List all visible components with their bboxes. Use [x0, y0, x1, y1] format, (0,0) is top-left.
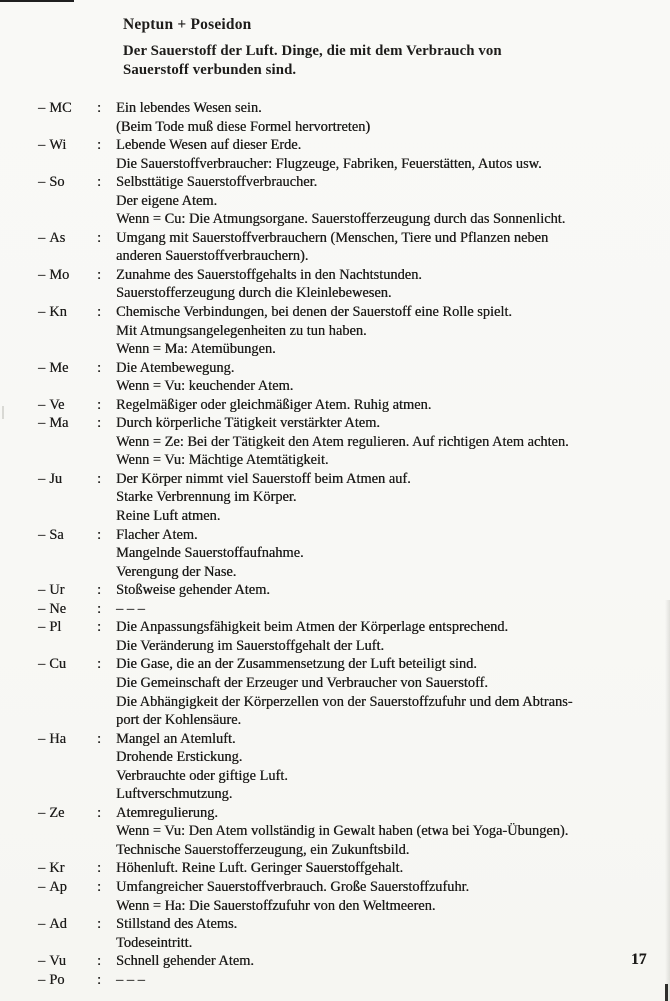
entry-colon: : [97, 804, 101, 821]
entry-abbreviation [38, 971, 64, 990]
entry-abbreviation [38, 804, 64, 823]
entry-line [0, 711, 670, 730]
entry-dash: – [38, 804, 46, 821]
entry-abbr-label: Vu [49, 953, 66, 970]
entry-text: Atemregulierung. [116, 804, 218, 821]
entry-dash: – [38, 304, 46, 321]
entry-colon: : [97, 304, 101, 321]
entry-abbr-label: Ma [49, 415, 69, 432]
entry-abbr-label: Ju [49, 470, 62, 487]
entry-dash: – [38, 415, 46, 432]
entry-list [0, 99, 670, 989]
entry-abbr-label: So [49, 174, 65, 191]
entry-colon: : [97, 656, 101, 673]
entry-line [0, 767, 670, 786]
entry-abbreviation [38, 526, 64, 545]
entry-line [0, 526, 670, 545]
subtitle-line-1: Der Sauerstoff der Luft. Dinge, die mit dem Verbrauch von [123, 43, 502, 59]
entry-dash: – [38, 470, 46, 487]
entry-abbr-label: As [49, 229, 66, 246]
entry-abbr-label: Ha [49, 730, 66, 747]
entry-abbreviation [38, 266, 69, 285]
entry-line [0, 655, 670, 674]
entry-colon: : [97, 174, 101, 191]
entry-text: Die Gemeinschaft der Erzeuger und Verbraucher von Sauerstoff. [116, 674, 488, 691]
entry-dash: – [38, 971, 46, 988]
entry-abbr-label: Ze [49, 804, 65, 821]
entry-abbreviation [38, 136, 66, 155]
entry-text: Die Abhängigkeit der Körperzellen von der Sauerstoffzufuhr und dem Abtrans- [116, 693, 573, 710]
entry-text: Wenn = Vu: Mächtige Atemtätigkeit. [116, 452, 329, 469]
entry-dash: – [38, 582, 46, 599]
entry-text: Verbrauchte oder giftige Luft. [116, 767, 288, 784]
entry-line [0, 155, 670, 174]
entry-dash: – [38, 174, 46, 191]
entry-abbreviation [38, 600, 66, 619]
entry-colon: : [97, 953, 101, 970]
entry-abbreviation [38, 303, 67, 322]
entry-text: Der Körper nimmt viel Sauerstoff beim Atmen auf. [116, 470, 411, 487]
entry-text: Der eigene Atem. [116, 192, 218, 209]
entry-line [0, 544, 670, 563]
entry-line [0, 303, 670, 322]
entry-text: Umfangreicher Sauerstoffverbrauch. Große Sauerstoffzufuhr. [116, 878, 470, 895]
entry-colon: : [97, 730, 101, 747]
entry-colon: : [97, 582, 101, 599]
entry-dash: – [38, 396, 46, 413]
entry-dash: – [38, 730, 46, 747]
page-title: Neptun + Poseidon [123, 16, 252, 33]
entry-dash: – [38, 266, 46, 283]
entry-text: port der Kohlensäure. [116, 712, 242, 729]
entry-text: Chemische Verbindungen, bei denen der Sauerstoff eine Rolle spielt. [116, 304, 512, 321]
entry-abbr-label: Ap [49, 878, 67, 895]
entry-abbr-label: Ur [49, 582, 65, 599]
entry-abbreviation [38, 730, 66, 749]
entry-line [0, 748, 670, 767]
entry-text: Die Gase, die an der Zusammensetzung der Luft beteiligt sind. [116, 656, 477, 673]
entry-line [0, 618, 670, 637]
entry-text: (Beim Tode muß diese Formel hervortreten) [116, 118, 371, 135]
entry-text: Technische Sauerstofferzeugung, ein Zukunftsbild. [116, 841, 410, 858]
entry-text: Die Veränderung im Sauerstoffgehalt der Luft. [116, 637, 385, 654]
entry-line [0, 841, 670, 860]
entry-dash: – [38, 526, 46, 543]
entry-line [0, 173, 670, 192]
entry-line [0, 934, 670, 953]
entry-colon: : [97, 878, 101, 895]
entry-text: Selbsttätige Sauerstoffverbraucher. [116, 174, 318, 191]
entry-dash: – [38, 100, 46, 116]
entry-colon: : [97, 396, 101, 413]
entry-dash: – [38, 600, 46, 617]
entry-text: Wenn = Ha: Die Sauerstoffzufuhr von den Weltmeeren. [116, 897, 436, 914]
entry-line [0, 822, 670, 841]
entry-abbreviation [38, 229, 65, 248]
entry-text: – – – [116, 971, 145, 988]
entry-dash: – [38, 860, 46, 877]
entry-dash: – [38, 656, 46, 673]
entry-abbreviation [38, 859, 64, 878]
entry-abbr-label: Ad [49, 916, 67, 933]
entry-text: Todeseintritt. [116, 934, 193, 951]
entry-text: Durch körperliche Tätigkeit verstärkter Atem. [116, 415, 380, 432]
entry-abbreviation [38, 414, 68, 433]
entry-text: Regelmäßiger oder gleichmäßiger Atem. Ruhig atmen. [116, 396, 432, 413]
entry-abbreviation [38, 396, 64, 415]
page-number: 17 [631, 951, 647, 968]
entry-line [0, 247, 670, 266]
entry-colon: : [97, 229, 101, 246]
entry-line [0, 210, 670, 229]
entry-colon: : [97, 100, 101, 116]
entry-dash: – [38, 878, 46, 895]
entry-text: Lebende Wesen auf dieser Erde. [116, 137, 302, 154]
entry-line [0, 433, 670, 452]
entry-colon: : [97, 619, 101, 636]
entry-text: Stoßweise gehender Atem. [116, 582, 270, 599]
entry-text: Die Anpassungsfähigkeit beim Atmen der Körperlage entsprechend. [116, 619, 509, 636]
entry-text: Sauerstofferzeugung durch die Kleinlebewesen. [116, 285, 392, 302]
entry-line [0, 897, 670, 916]
entry-text: Wenn = Vu: Den Atem vollständig in Gewalt haben (etwa bei Yoga-Übungen). [116, 823, 569, 840]
entry-text: Wenn = Cu: Die Atmungsorgane. Sauerstofferzeugung durch das Sonnenlicht. [116, 211, 566, 228]
entry-text: Mit Atmungsangelegenheiten zu tun haben. [116, 322, 367, 339]
entry-colon: : [97, 415, 101, 432]
subtitle-line-2: Sauerstoff verbunden sind. [123, 61, 297, 78]
entry-line [0, 507, 670, 526]
entry-colon: : [97, 600, 101, 617]
entry-text: Drohende Erstickung. [116, 749, 243, 766]
entry-line [0, 229, 670, 248]
entry-abbreviation [38, 655, 66, 674]
entry-abbr-label: Po [49, 971, 65, 988]
entry-colon: : [97, 916, 101, 933]
entry-line [0, 414, 670, 433]
entry-text: Reine Luft atmen. [116, 508, 221, 525]
entry-line [0, 804, 670, 823]
entry-text: Starke Verbrennung im Körper. [116, 489, 297, 506]
page-subtitle [123, 42, 502, 79]
entry-abbr-label: Mo [49, 266, 70, 283]
entry-line [0, 971, 670, 990]
entry-dash: – [38, 359, 46, 376]
entry-text: Stillstand des Atems. [116, 916, 238, 933]
entry-text: Mangelnde Sauerstoffaufnahme. [116, 545, 304, 562]
entry-abbr-label: Ne [49, 600, 66, 617]
entry-text: Verengung der Nase. [116, 563, 237, 580]
scan-artifact-top-line [0, 0, 74, 2]
entry-text: Die Atembewegung. [116, 359, 235, 376]
entry-dash: – [38, 137, 46, 154]
entry-abbr-label: Ve [49, 396, 65, 413]
entry-abbr-label: Wi [49, 137, 67, 154]
entry-abbr-label: Cu [49, 656, 66, 673]
entry-line [0, 600, 670, 619]
entry-text: Ein lebendes Wesen sein. [116, 100, 262, 116]
entry-line [0, 693, 670, 712]
entry-abbr-label: Me [49, 359, 69, 376]
entry-line [0, 192, 670, 211]
entry-abbreviation [38, 470, 62, 489]
entry-text: – – – [116, 600, 145, 617]
entry-line [0, 470, 670, 489]
entry-text: Wenn = Ma: Atemübungen. [116, 341, 276, 358]
entry-text: Umgang mit Sauerstoffverbrauchern (Menschen, Tiere und Pflanzen neben [116, 229, 549, 246]
entry-abbreviation [38, 99, 72, 118]
entry-abbr-label: MC [49, 100, 72, 116]
entry-dash: – [38, 953, 46, 970]
entry-abbreviation [38, 952, 66, 971]
entry-line [0, 359, 670, 378]
entry-abbr-label: Kr [49, 860, 65, 877]
entry-line [0, 859, 670, 878]
entry-text: Schnell gehender Atem. [116, 953, 254, 970]
entry-line [0, 322, 670, 341]
entry-text: Wenn = Ze: Bei der Tätigkeit den Atem regulieren. Auf richtigen Atem achten. [116, 433, 569, 450]
entry-text: Mangel an Atemluft. [116, 730, 236, 747]
entry-abbreviation [38, 173, 64, 192]
entry-line [0, 396, 670, 415]
entry-line [0, 915, 670, 934]
entry-abbr-label: Pl [49, 619, 62, 636]
entry-line [0, 488, 670, 507]
entry-line [0, 878, 670, 897]
entry-line [0, 377, 670, 396]
entry-line [0, 674, 670, 693]
entry-colon: : [97, 359, 101, 376]
entry-colon: : [97, 470, 101, 487]
entry-text: Die Sauerstoffverbraucher: Flugzeuge, Fabriken, Feuerstätten, Autos usw. [116, 155, 542, 172]
entry-abbr-label: Kn [49, 304, 67, 321]
entry-dash: – [38, 916, 46, 933]
entry-text: Zunahme des Sauerstoffgehalts in den Nachtstunden. [116, 266, 422, 283]
entry-abbr-label: Sa [49, 526, 64, 543]
entry-colon: : [97, 266, 101, 283]
entry-colon: : [97, 137, 101, 154]
entry-colon: : [97, 526, 101, 543]
entry-abbreviation [38, 618, 61, 637]
entry-colon: : [97, 860, 101, 877]
entry-abbreviation [38, 915, 67, 934]
entry-abbreviation [38, 878, 67, 897]
entry-line [0, 581, 670, 600]
entry-text: anderen Sauerstoffverbrauchern). [116, 248, 309, 265]
entry-dash: – [38, 229, 46, 246]
entry-line [0, 451, 670, 470]
entry-line [0, 785, 670, 804]
entry-line [0, 952, 670, 971]
entry-abbreviation [38, 359, 68, 378]
entry-line [0, 284, 670, 303]
entry-text: Wenn = Vu: keuchender Atem. [116, 378, 294, 395]
entry-line [0, 118, 670, 137]
entry-colon: : [97, 971, 101, 988]
entry-line [0, 266, 670, 285]
entry-abbreviation [38, 581, 64, 600]
entry-text: Flacher Atem. [116, 526, 198, 543]
entry-line [0, 637, 670, 656]
entry-line [0, 136, 670, 155]
entry-line [0, 99, 670, 118]
entry-line [0, 340, 670, 359]
entry-text: Luftverschmutzung. [116, 786, 233, 803]
entry-text: Höhenluft. Reine Luft. Geringer Sauerstoffgehalt. [116, 860, 404, 877]
entry-dash: – [38, 619, 46, 636]
entry-line [0, 730, 670, 749]
entry-line [0, 563, 670, 582]
